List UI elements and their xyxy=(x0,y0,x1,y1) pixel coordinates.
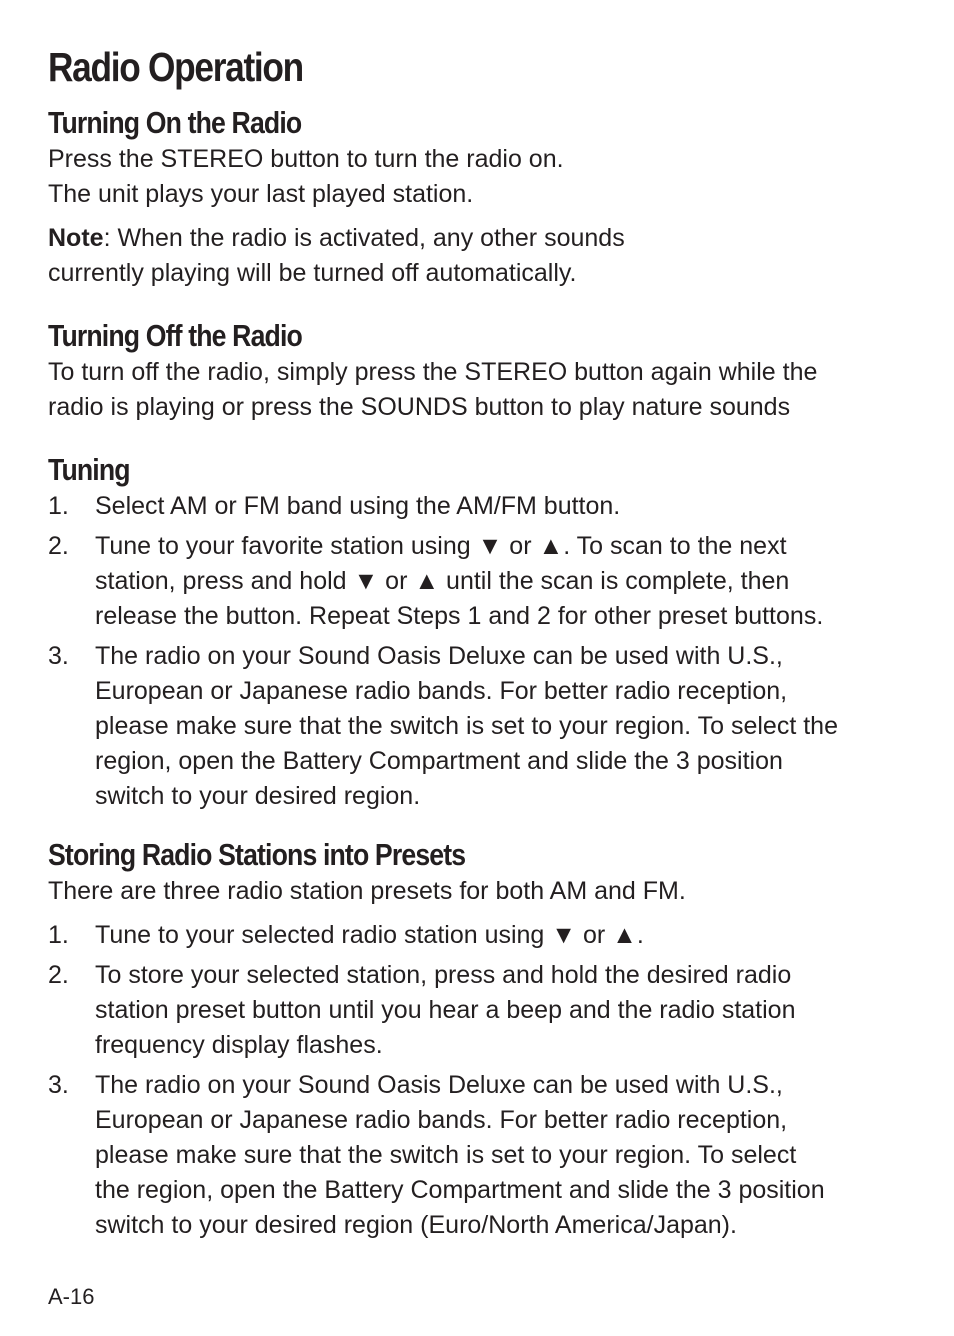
section-intro: There are three radio station presets for both AM and FM. xyxy=(48,877,686,905)
step-text-line: station preset button until you hear a beep and the radio station xyxy=(95,996,796,1024)
list-item xyxy=(48,639,918,814)
section-turning-off xyxy=(48,317,918,425)
section-heading-storing-presets: Storing Radio Stations into Presets xyxy=(48,837,466,872)
step-text-line: European or Japanese radio bands. For better radio reception, xyxy=(95,677,788,705)
list-item xyxy=(48,489,918,524)
step-text-line: station, press and hold ▼ or ▲ until the scan is complete, then xyxy=(95,567,790,595)
manual-page xyxy=(48,40,918,1248)
step-number: 1. xyxy=(48,492,69,520)
step-text-line: switch to your desired region (Euro/North America/Japan). xyxy=(95,1211,737,1239)
step-text-line: The radio on your Sound Oasis Deluxe can be used with U.S., xyxy=(95,642,783,670)
storing-steps-list xyxy=(48,918,918,1243)
paragraph-line: radio is playing or press the SOUNDS button to play nature sounds xyxy=(48,393,791,421)
section-heading-turning-on: Turning On the Radio xyxy=(48,105,302,140)
step-text-line: Tune to your favorite station using ▼ or ▲. To scan to the next xyxy=(95,532,787,560)
step-text-line: please make sure that the switch is set to your region. To select xyxy=(95,1141,797,1169)
step-text-line: frequency display flashes. xyxy=(95,1031,383,1059)
step-text-line: the region, open the Battery Compartment and slide the 3 position xyxy=(95,1176,825,1204)
step-text-line: The radio on your Sound Oasis Deluxe can be used with U.S., xyxy=(95,1071,783,1099)
section-heading-tuning: Tuning xyxy=(48,452,130,487)
list-item xyxy=(48,918,918,953)
tuning-steps-list xyxy=(48,489,918,814)
step-number: 2. xyxy=(48,961,69,989)
paragraph-line: To turn off the radio, simply press the STEREO button again while the xyxy=(48,358,818,386)
step-number: 2. xyxy=(48,532,69,560)
list-item xyxy=(48,1068,918,1243)
section-heading-turning-off: Turning Off the Radio xyxy=(48,318,302,353)
list-item xyxy=(48,958,918,1063)
section-tuning xyxy=(48,451,918,814)
note-block xyxy=(48,221,918,291)
paragraph-line: The unit plays your last played station. xyxy=(48,180,474,208)
step-text-line: release the button. Repeat Steps 1 and 2 for other preset buttons. xyxy=(95,602,824,630)
step-number: 3. xyxy=(48,642,69,670)
section-storing-presets xyxy=(48,836,918,1243)
list-item xyxy=(48,529,918,634)
step-text-line: European or Japanese radio bands. For better radio reception, xyxy=(95,1106,788,1134)
section-turning-on xyxy=(48,104,918,291)
step-text-line: To store your selected station, press and hold the desired radio xyxy=(95,961,792,989)
note-text: currently playing will be turned off automatically. xyxy=(48,259,577,287)
step-text-line: region, open the Battery Compartment and slide the 3 position xyxy=(95,747,783,775)
step-text-line: Select AM or FM band using the AM/FM button. xyxy=(95,492,621,520)
page-number: A-16 xyxy=(48,1284,95,1309)
step-text-line: switch to your desired region. xyxy=(95,782,421,810)
step-text-line: Tune to your selected radio station using ▼ or ▲. xyxy=(95,921,644,949)
note-label: Note xyxy=(48,224,104,252)
step-number: 3. xyxy=(48,1071,69,1099)
paragraph-line: Press the STEREO button to turn the radio on. xyxy=(48,145,564,173)
step-text-line: please make sure that the switch is set to your region. To select the xyxy=(95,712,838,740)
step-number: 1. xyxy=(48,921,69,949)
note-text: : When the radio is activated, any other sounds xyxy=(103,224,625,252)
page-title: Radio Operation xyxy=(48,44,303,90)
